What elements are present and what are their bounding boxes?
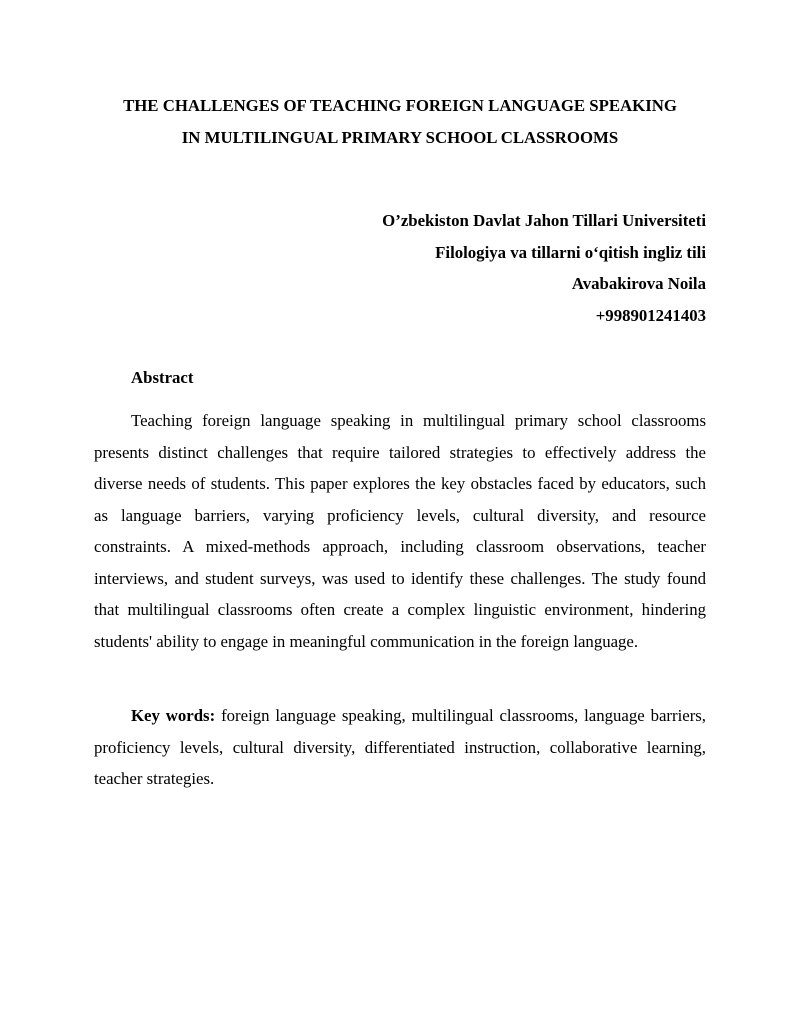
author-affiliation-block bbox=[382, 205, 706, 332]
keywords-label: Key words: bbox=[131, 706, 216, 725]
paper-title-line-1: THE CHALLENGES OF TEACHING FOREIGN LANGUAGE SPEAKING bbox=[123, 96, 677, 115]
abstract-body bbox=[94, 405, 706, 657]
abstract-heading: Abstract bbox=[131, 368, 194, 387]
author-name: Avabakirova Noila bbox=[571, 274, 706, 294]
university-name: O’zbekiston Davlat Jahon Tillari Universiteti bbox=[382, 211, 706, 230]
author-phone: +998901241403 bbox=[595, 306, 706, 326]
keywords-text: foreign language speaking, multilingual classrooms, language barriers, proficiency levels, cultural diversity, differentiated instruction, collaborative learning, teacher strategies. bbox=[94, 706, 707, 788]
keywords-paragraph bbox=[94, 700, 706, 795]
department-name: Filologiya va tillarni o‘qitish ingliz tili bbox=[435, 242, 706, 262]
paper-title-line-2: IN MULTILINGUAL PRIMARY SCHOOL CLASSROOMS bbox=[181, 127, 619, 147]
abstract-text: Teaching foreign language speaking in multilingual primary school classrooms presents distinct challenges that require tailored strategies to effectively address the diverse needs of students. This paper explores the key obstacles faced by educators, such as language barriers, varying proficiency levels, cultural diversity, and resource constraints. A mixed-methods approach, including classroom observations, teacher interviews, and student surveys, was used to identify these challenges. The study found that multilingual classrooms often create a complex linguistic environment, hindering students' ability to engage in meaningful communication in the foreign language. bbox=[94, 411, 706, 651]
paper-title bbox=[60, 90, 740, 153]
